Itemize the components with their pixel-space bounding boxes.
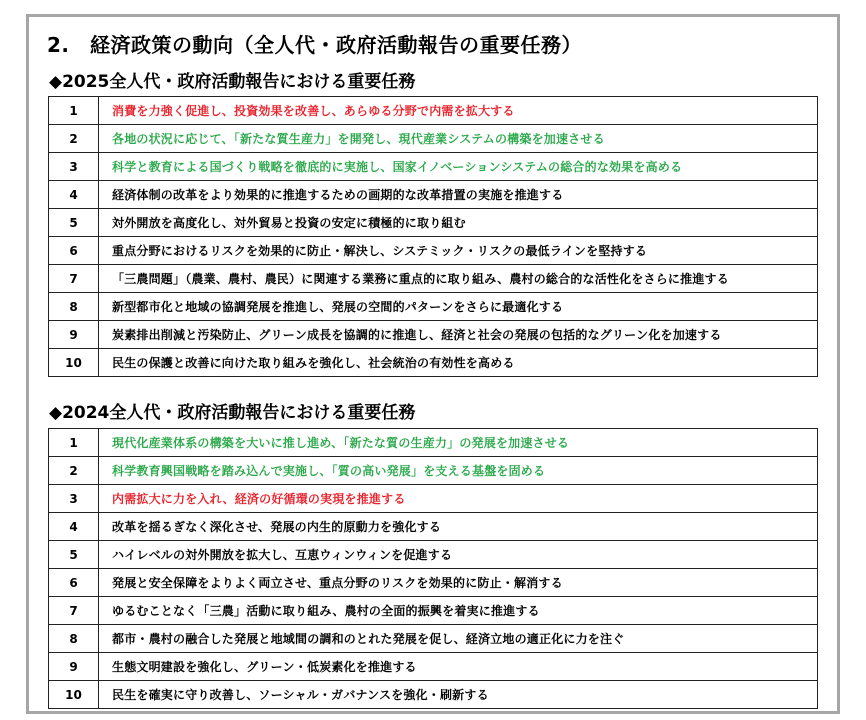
task-number: 3 xyxy=(49,485,99,513)
table-row xyxy=(49,681,818,709)
task-text: 各地の状況に応じて、「新たな質生産力」を開発し、現代産業システムの構築を加速させる xyxy=(99,125,818,153)
tasks-table-2025 xyxy=(48,96,818,377)
task-text: 対外開放を高度化し、対外貿易と投資の安定に積極的に取り組む xyxy=(99,209,818,237)
section-title-2025: ◆2025全人代・政府活動報告における重要任務 xyxy=(49,72,416,92)
table-row xyxy=(49,293,818,321)
task-text: 民生の保護と改善に向けた取り組みを強化し、社会統治の有効性を高める xyxy=(99,349,818,377)
task-text: 民生を確実に守り改善し、ソーシャル・ガバナンスを強化・刷新する xyxy=(99,681,818,709)
table-row xyxy=(49,237,818,265)
table-row xyxy=(49,265,818,293)
task-number: 3 xyxy=(49,153,99,181)
table-row xyxy=(49,485,818,513)
table-row xyxy=(49,569,818,597)
section-title-2024: ◆2024全人代・政府活動報告における重要任務 xyxy=(49,403,416,423)
task-number: 10 xyxy=(49,349,99,377)
task-text: 炭素排出削減と汚染防止、グリーン成長を協調的に推進し、経済と社会の発展の包括的なグリーン化を加速する xyxy=(99,321,818,349)
task-number: 9 xyxy=(49,321,99,349)
task-number: 8 xyxy=(49,293,99,321)
table-row xyxy=(49,541,818,569)
task-number: 7 xyxy=(49,597,99,625)
task-text: 発展と安全保障をよりよく両立させ、重点分野のリスクを効果的に防止・解消する xyxy=(99,569,818,597)
task-text: 新型都市化と地域の協調発展を推進し、発展の空間的パターンをさらに最適化する xyxy=(99,293,818,321)
task-text: 重点分野におけるリスクを効果的に防止・解決し、システミック・リスクの最低ラインを堅持する xyxy=(99,237,818,265)
task-number: 8 xyxy=(49,625,99,653)
document-frame xyxy=(26,14,840,714)
task-number: 7 xyxy=(49,265,99,293)
task-number: 2 xyxy=(49,125,99,153)
task-number: 4 xyxy=(49,181,99,209)
tasks-table-2024 xyxy=(48,428,818,709)
table-row xyxy=(49,125,818,153)
task-number: 6 xyxy=(49,237,99,265)
table-row xyxy=(49,625,818,653)
table-row xyxy=(49,153,818,181)
table-row xyxy=(49,97,818,125)
task-text: 改革を揺るぎなく深化させ、発展の内生的原動力を強化する xyxy=(99,513,818,541)
task-number: 5 xyxy=(49,541,99,569)
task-text: 都市・農村の融合した発展と地域間の調和のとれた発展を促し、経済立地の適正化に力を注ぐ xyxy=(99,625,818,653)
task-number: 4 xyxy=(49,513,99,541)
table-row xyxy=(49,209,818,237)
task-text: 科学と教育による国づくり戦略を徹底的に実施し、国家イノベーションシステムの総合的な効果を高める xyxy=(99,153,818,181)
task-text: 消費を力強く促進し、投資効果を改善し、あらゆる分野で内需を拡大する xyxy=(99,97,818,125)
page-title: 2. 経済政策の動向（全人代・政府活動報告の重要任務） xyxy=(47,33,583,57)
task-number: 5 xyxy=(49,209,99,237)
task-number: 10 xyxy=(49,681,99,709)
task-text: 現代化産業体系の構築を大いに推し進め、「新たな質の生産力」の発展を加速させる xyxy=(99,429,818,457)
task-text: 「三農問題」（農業、農村、農民）に関連する業務に重点的に取り組み、農村の総合的な活性化をさらに推進する xyxy=(99,265,818,293)
task-text: 科学教育興国戦略を踏み込んで実施し、「質の高い発展」を支える基盤を固める xyxy=(99,457,818,485)
table-row xyxy=(49,181,818,209)
task-text: 内需拡大に力を入れ、経済の好循環の実現を推進する xyxy=(99,485,818,513)
task-text: ゆるむことなく「三農」活動に取り組み、農村の全面的振興を着実に推進する xyxy=(99,597,818,625)
task-number: 6 xyxy=(49,569,99,597)
task-number: 1 xyxy=(49,429,99,457)
tasks-table-body xyxy=(49,429,818,709)
table-row xyxy=(49,349,818,377)
tasks-table-body xyxy=(49,97,818,377)
table-row xyxy=(49,513,818,541)
task-number: 9 xyxy=(49,653,99,681)
task-text: ハイレベルの対外開放を拡大し、互恵ウィンウィンを促進する xyxy=(99,541,818,569)
task-text: 生態文明建設を強化し、グリーン・低炭素化を推進する xyxy=(99,653,818,681)
table-row xyxy=(49,321,818,349)
task-number: 1 xyxy=(49,97,99,125)
table-row xyxy=(49,457,818,485)
task-text: 経済体制の改革をより効果的に推進するための画期的な改革措置の実施を推進する xyxy=(99,181,818,209)
task-number: 2 xyxy=(49,457,99,485)
table-row xyxy=(49,653,818,681)
table-row xyxy=(49,429,818,457)
table-row xyxy=(49,597,818,625)
